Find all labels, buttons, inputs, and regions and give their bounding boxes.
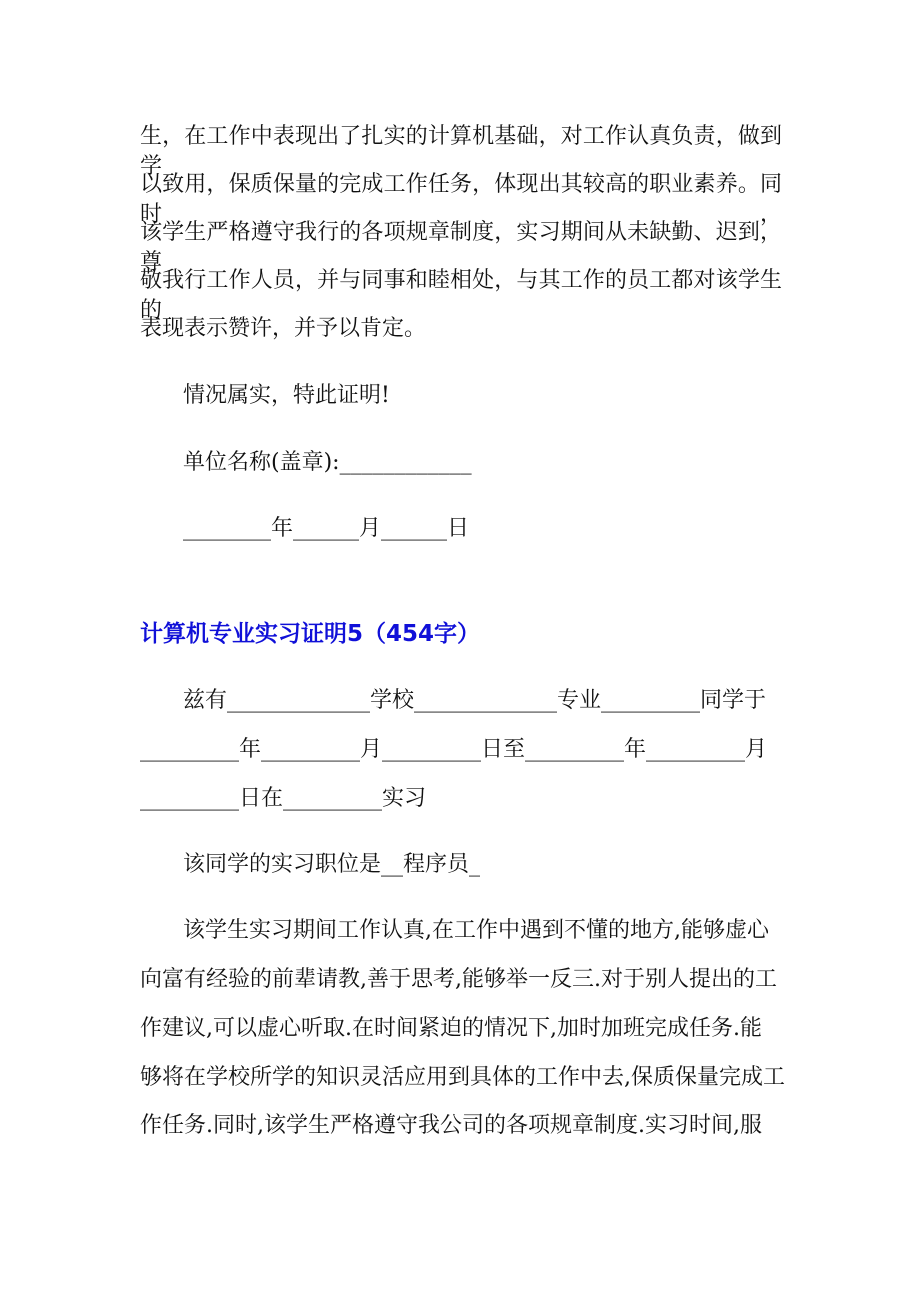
section-heading: 计算机专业实习证明5（454字） xyxy=(140,621,481,647)
intro-line-2: _________年_________月_________日至_________年_________月 xyxy=(140,737,768,762)
certification-statement: 情况属实，特此证明! xyxy=(183,383,390,408)
intro-line-1: 兹有_____________学校_____________专业_________同学于 xyxy=(183,688,767,713)
paragraph-line-3: 该学生严格遵守我行的各项规章制度，实习期间从未缺勤、迟到，尊 xyxy=(140,220,782,275)
paragraph-line-4: 敬我行工作人员，并与同事和睦相处，与其工作的员工都对该学生的 xyxy=(140,268,782,323)
position-line: 该同学的实习职位是__程序员_ xyxy=(183,852,481,877)
unit-name-field: 单位名称(盖章):____________ xyxy=(183,450,472,475)
body-line-4: 够将在学校所学的知识灵活应用到具体的工作中去,保质保量完成工 xyxy=(140,1065,785,1090)
body-line-1: 该学生实习期间工作认真,在工作中遇到不懂的地方,能够虚心 xyxy=(183,918,769,943)
paragraph-line-5: 表现表示赞许，并予以肯定。 xyxy=(140,316,427,341)
paragraph-line-2: 以致用，保质保量的完成工作任务，体现出其较高的职业素养。同时， xyxy=(140,172,782,227)
body-line-5: 作任务.同时,该学生严格遵守我公司的各项规章制度.实习时间,服 xyxy=(140,1113,762,1138)
date-field: ________年______月______日 xyxy=(183,516,470,541)
body-line-3: 作建议,可以虚心听取.在时间紧迫的情况下,加时加班完成任务.能 xyxy=(140,1016,762,1041)
intro-line-3: _________日在_________实习 xyxy=(140,786,427,811)
body-line-2: 向富有经验的前辈请教,善于思考,能够举一反三.对于别人提出的工 xyxy=(140,967,777,992)
paragraph-line-1: 生，在工作中表现出了扎实的计算机基础，对工作认真负责，做到学 xyxy=(140,124,782,179)
